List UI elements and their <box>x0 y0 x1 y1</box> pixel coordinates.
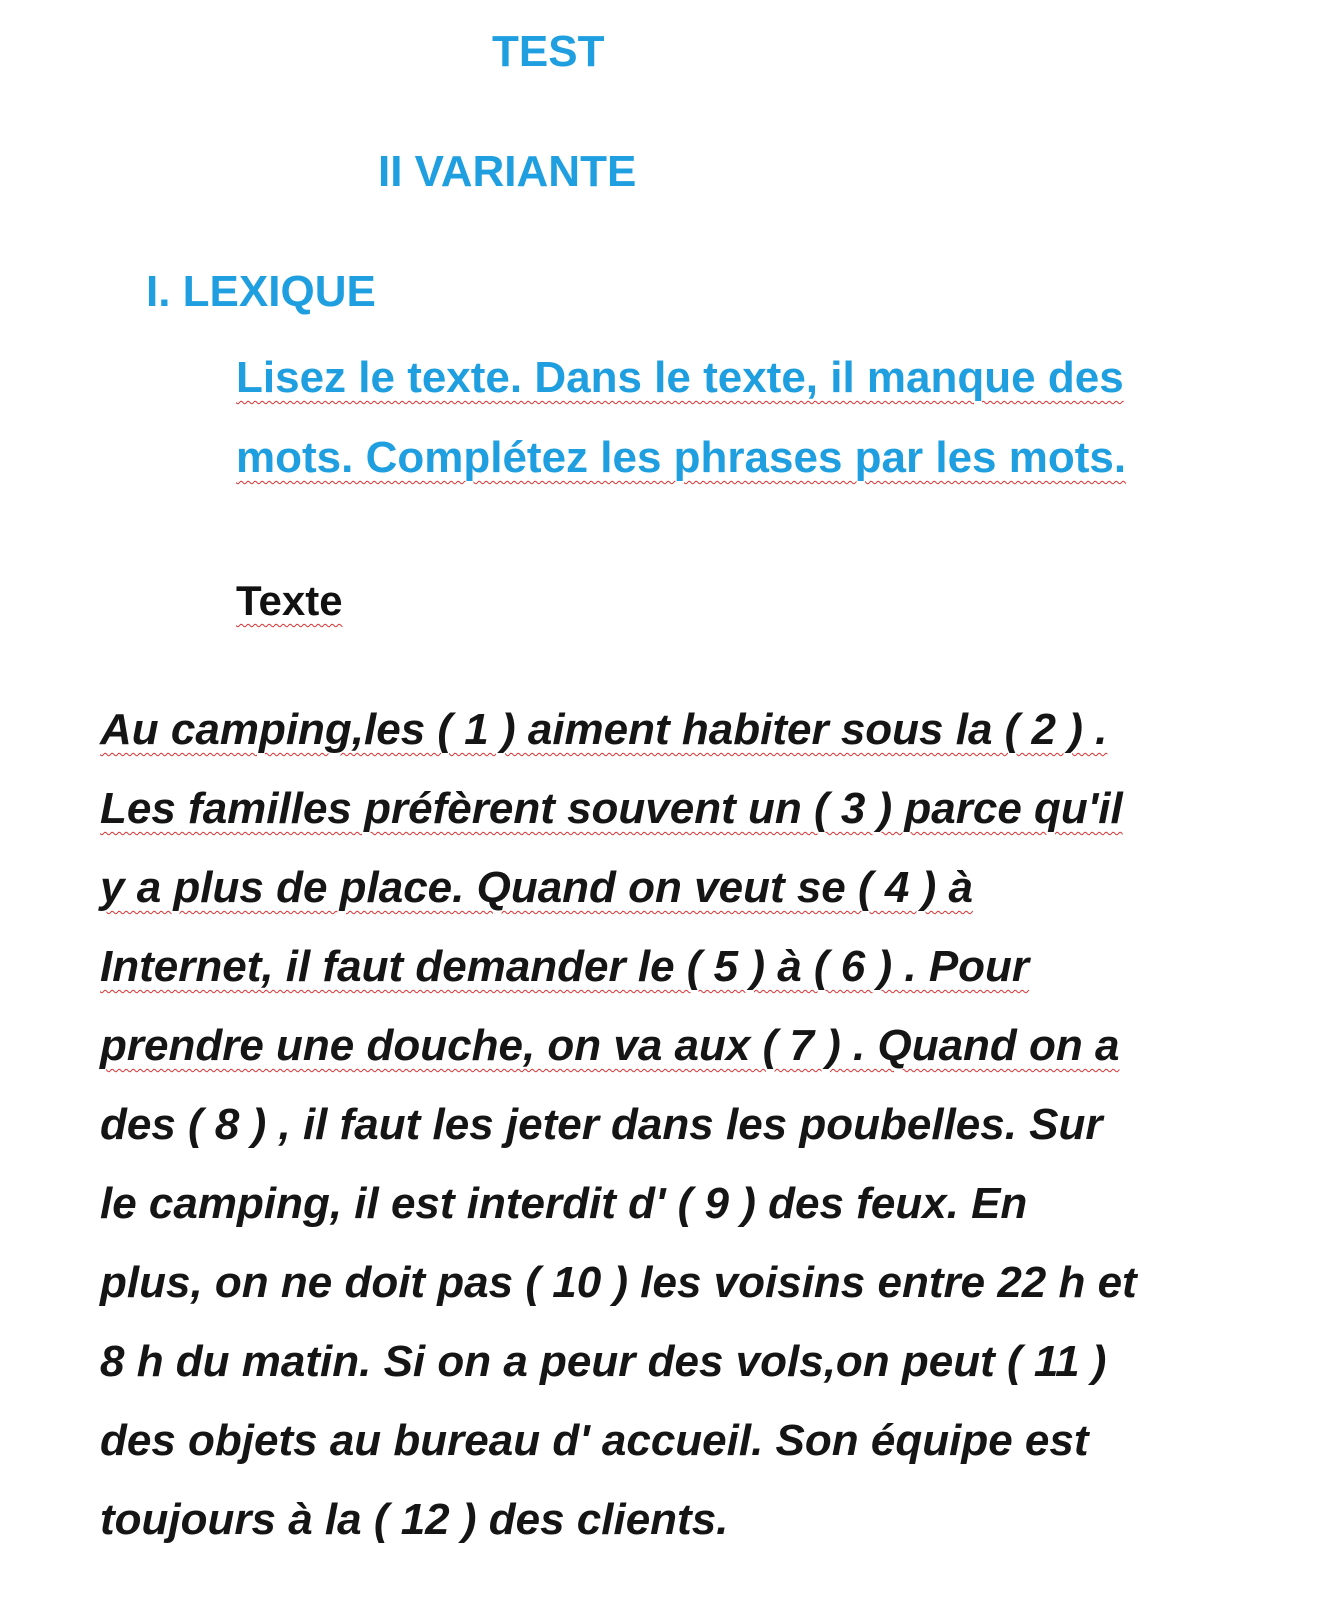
passage-line <box>100 769 1230 848</box>
section-heading: I. LEXIQUE <box>146 267 376 316</box>
passage-line-text: Les familles préfèrent souvent un ( 3 ) parce qu'il <box>100 784 1123 833</box>
passage-line <box>100 1085 1230 1164</box>
passage-text <box>100 690 1230 1559</box>
passage-line <box>100 1006 1230 1085</box>
passage-line-text: prendre une douche, on va aux ( 7 ) . Quand on a <box>100 1021 1120 1070</box>
passage-line-text: le camping, il est interdit d' ( 9 ) des feux. En <box>100 1179 1028 1228</box>
passage-line <box>100 1322 1230 1401</box>
passage-line-text: y a plus de place. Quand on veut se ( 4 ) à <box>100 863 973 912</box>
passage-line-text: des ( 8 ) , il faut les jeter dans les poubelles. Sur <box>100 1100 1103 1149</box>
passage-line-text: toujours à la ( 12 ) des clients. <box>100 1495 729 1544</box>
passage-line-text: 8 h du matin. Si on a peur des vols,on peut ( 11 ) <box>100 1337 1107 1386</box>
passage-line <box>100 1401 1230 1480</box>
passage-line <box>100 1243 1230 1322</box>
text-heading-label: Texte <box>236 577 343 624</box>
passage-line-text: plus, on ne doit pas ( 10 ) les voisins entre 22 h et <box>100 1258 1137 1307</box>
instruction-line-text: mots. Complétez les phrases par les mots. <box>236 433 1127 482</box>
instruction-line <box>236 338 1236 418</box>
text-heading <box>236 577 343 624</box>
passage-line <box>100 1164 1230 1243</box>
passage-line <box>100 690 1230 769</box>
instruction-paragraph <box>236 338 1236 498</box>
variant-heading: II VARIANTE <box>378 147 637 196</box>
passage-line-text: Au camping,les ( 1 ) aiment habiter sous la ( 2 ) . <box>100 705 1108 754</box>
document-title: TEST <box>492 27 605 76</box>
passage-line-text: des objets au bureau d' accueil. Son équipe est <box>100 1416 1089 1465</box>
instruction-line <box>236 418 1236 498</box>
passage-line <box>100 848 1230 927</box>
instruction-line-text: Lisez le texte. Dans le texte, il manque des <box>236 353 1124 402</box>
passage-line <box>100 1480 1230 1559</box>
passage-line-text: Internet, il faut demander le ( 5 ) à ( 6 ) . Pour <box>100 942 1030 991</box>
passage-line <box>100 927 1230 1006</box>
